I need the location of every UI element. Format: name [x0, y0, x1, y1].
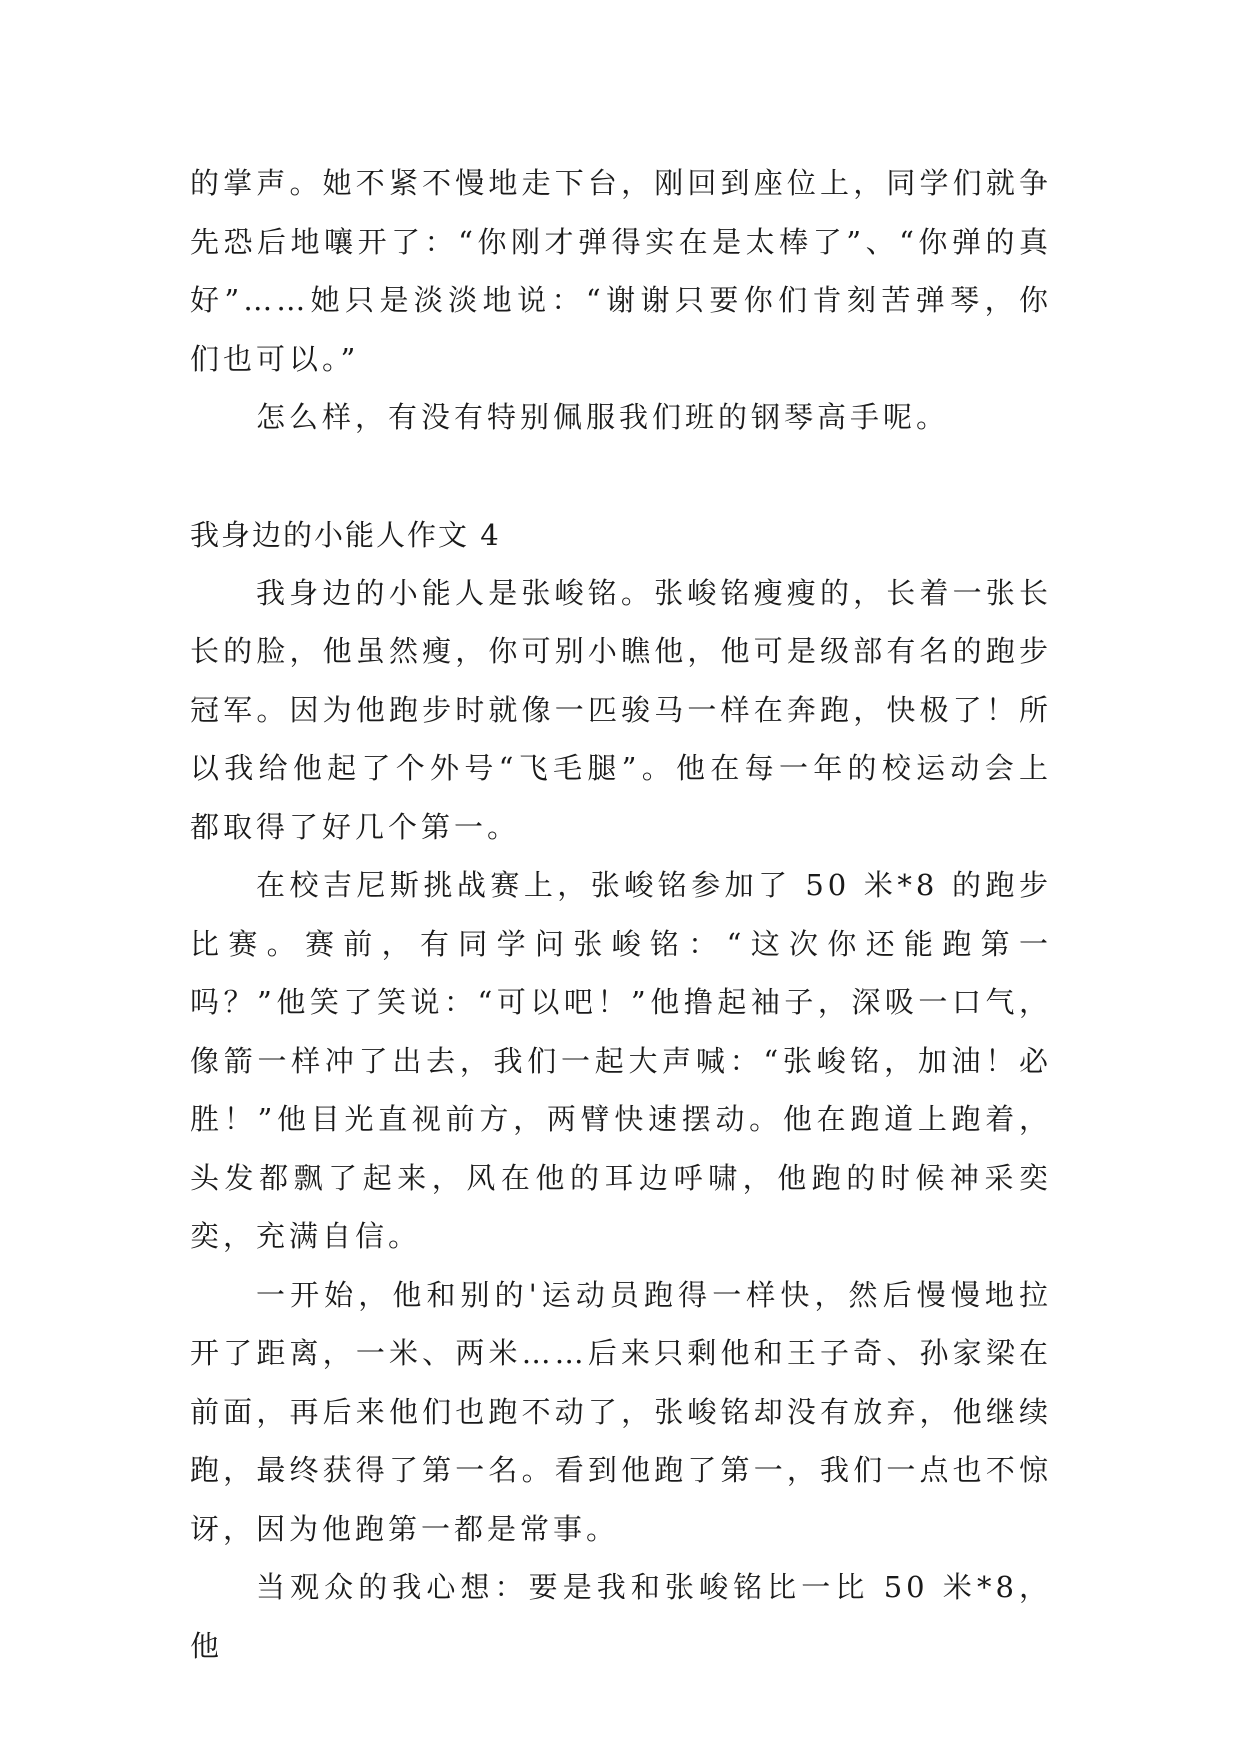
closing-paragraph: 怎么样，有没有特别佩服我们班的钢琴高手呢。 [256, 400, 950, 434]
body-paragraph-1: 我身边的小能人是张峻铭。张峻铭瘦瘦的，长着一张长长的脸，他虽然瘦，你可别小瞧他，他可是级部有名的跑步冠军。因为他跑步时就像一匹骏马一样在奔跑，快极了！所以我给他起了个外号“飞毛腿”。他在每一年的校运动会上都取得了好几个第一。 [190, 575, 1052, 844]
body-paragraph-4: 当观众的我心想：要是我和张峻铭比一比 50 米*8，他 [190, 1570, 1052, 1663]
body-paragraph-2: 在校吉尼斯挑战赛上，张峻铭参加了 50 米*8 的跑步比赛。赛前，有同学问张峻铭：“这次你还能跑第一吗？”他笑了笑说：“可以吧！”他撸起袖子，深吸一口气，像箭一样冲了出去，我们一起大声喊：“张峻铭，加油！必胜！”他目光直视前方，两臂快速摆动。他在跑道上跑着，头发都飘了起来，风在他的耳边呼啸，他跑的时候神采奕奕，充满自信。 [190, 868, 1052, 1253]
body-paragraph-3: 一开始，他和别的'运动员跑得一样快，然后慢慢地拉开了距离，一米、两米……后来只剩他和王子奇、孙家梁在前面，再后来他们也跑不动了，张峻铭却没有放弃，他继续跑，最终获得了第一名。看到他跑了第一，我们一点也不惊讶，因为他跑第一都是常事。 [190, 1277, 1052, 1546]
document-page [190, 154, 1052, 1675]
intro-paragraph: 的掌声。她不紧不慢地走下台，刚回到座位上，同学们就争先恐后地嚷开了：“你刚才弹得实在是太棒了”、“你弹的真好”……她只是淡淡地说：“谢谢只要你们肯刻苦弹琴，你们也可以。” [190, 166, 1052, 376]
section-title: 我身边的小能人作文 4 [190, 517, 501, 552]
